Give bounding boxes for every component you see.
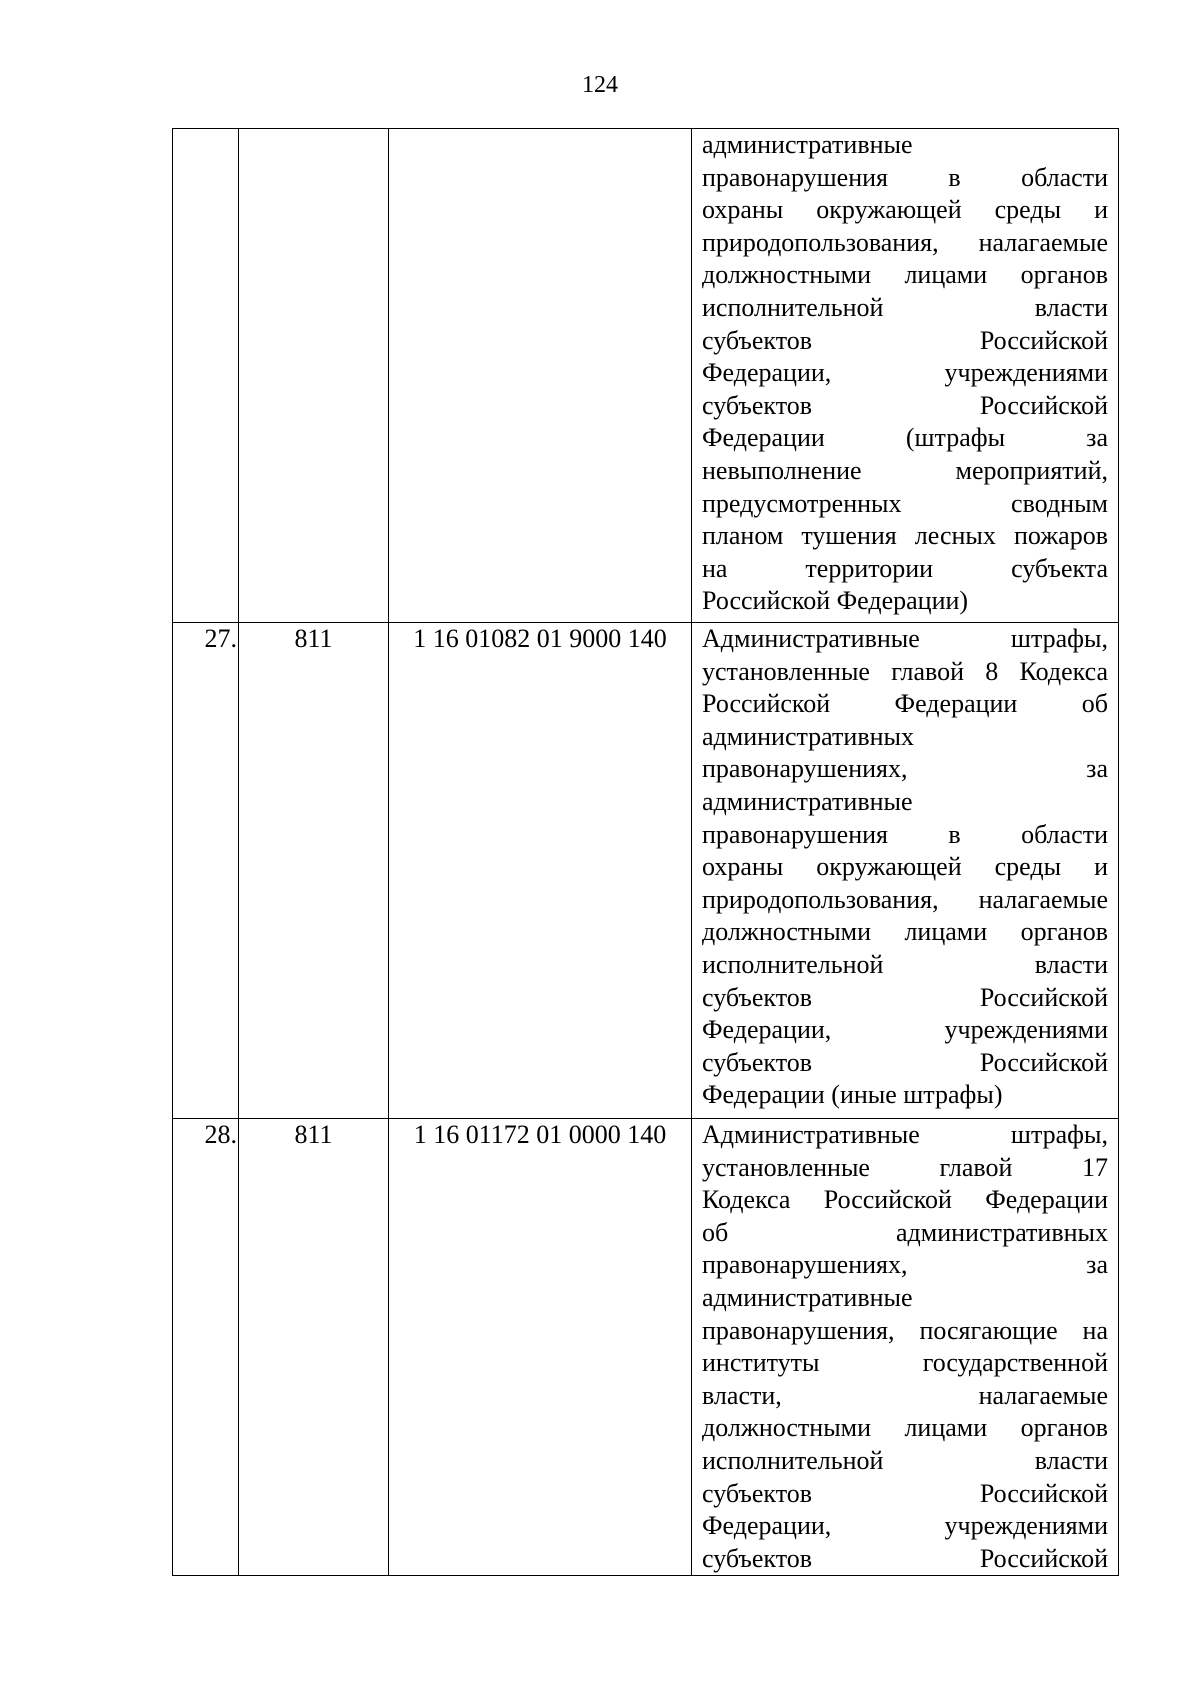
description-line: административные bbox=[702, 786, 913, 816]
kbk-code-cell bbox=[389, 129, 692, 623]
description-cell bbox=[692, 129, 1119, 623]
description-line: правонарушения в области bbox=[702, 819, 1108, 849]
description-line: Федерации (штрафы за bbox=[702, 423, 1108, 453]
description-line: административных bbox=[702, 721, 914, 751]
description-line: правонарушения, посягающие на bbox=[702, 1315, 1108, 1345]
description-line: на территории субъекта bbox=[702, 553, 1108, 583]
description-line: природопользования, налагаемые bbox=[702, 884, 1108, 914]
description-line: должностными лицами органов bbox=[702, 1413, 1108, 1443]
description-line: Федерации (иные штрафы) bbox=[702, 1080, 1003, 1110]
description-line: должностными лицами органов bbox=[702, 260, 1108, 290]
budget-codes-table bbox=[172, 128, 1119, 1576]
description-line: правонарушениях, за bbox=[702, 754, 1108, 784]
description-line: Российской Федерации) bbox=[702, 586, 969, 616]
description-line: правонарушения в области bbox=[702, 162, 1108, 192]
description-line: субъектов Российской bbox=[702, 390, 1108, 420]
kbk-code-cell: 1 16 01172 01 0000 140 bbox=[389, 1119, 692, 1576]
row-number-cell: 28. bbox=[173, 1119, 239, 1576]
description-line: институты государственной bbox=[702, 1348, 1108, 1378]
description-line: власти, налагаемые bbox=[702, 1380, 1108, 1410]
description-line: исполнительной власти bbox=[702, 292, 1108, 322]
description-line: Федерации, учреждениями bbox=[702, 1015, 1108, 1045]
description-line: исполнительной власти bbox=[702, 1445, 1108, 1475]
description-line: субъектов Российской bbox=[702, 325, 1108, 355]
description-line: установленные главой 17 bbox=[702, 1152, 1108, 1182]
description-line: об административных bbox=[702, 1217, 1108, 1247]
description-line: охраны окружающей среды и bbox=[702, 195, 1108, 225]
description-cell bbox=[692, 1119, 1119, 1576]
description-line: Федерации, учреждениями bbox=[702, 1511, 1108, 1541]
description-line: субъектов Российской bbox=[702, 1047, 1108, 1077]
description-line: Федерации, учреждениями bbox=[702, 358, 1108, 388]
description-line: исполнительной власти bbox=[702, 949, 1108, 979]
row-number-cell bbox=[173, 129, 239, 623]
description-line: охраны окружающей среды и bbox=[702, 852, 1108, 882]
table-row bbox=[173, 1119, 1119, 1576]
description-cell bbox=[692, 623, 1119, 1119]
description-line: административные bbox=[702, 1282, 913, 1312]
description-line: субъектов Российской bbox=[702, 982, 1108, 1012]
table-row bbox=[173, 623, 1119, 1119]
chapter-code-cell: 811 bbox=[239, 1119, 389, 1576]
description-line: субъектов Российской bbox=[702, 1543, 1108, 1573]
description-line: субъектов Российской bbox=[702, 1478, 1108, 1508]
description-line: Административные штрафы, bbox=[702, 1120, 1108, 1149]
description-line: установленные главой 8 Кодекса bbox=[702, 656, 1108, 686]
description-line: Российской Федерации об bbox=[702, 689, 1108, 719]
description-line: Административные штрафы, bbox=[702, 624, 1108, 653]
row-number-cell: 27. bbox=[173, 623, 239, 1119]
chapter-code-cell bbox=[239, 129, 389, 623]
description-line: предусмотренных сводным bbox=[702, 488, 1108, 518]
description-line: административные bbox=[702, 130, 913, 159]
kbk-code-cell: 1 16 01082 01 9000 140 bbox=[389, 623, 692, 1119]
table-row bbox=[173, 129, 1119, 623]
description-line: должностными лицами органов bbox=[702, 917, 1108, 947]
description-line: Кодекса Российской Федерации bbox=[702, 1185, 1108, 1215]
chapter-code-cell: 811 bbox=[239, 623, 389, 1119]
page-number: 124 bbox=[582, 72, 618, 98]
description-line: невыполнение мероприятий, bbox=[702, 455, 1108, 485]
description-line: планом тушения лесных пожаров bbox=[702, 521, 1108, 551]
description-line: правонарушениях, за bbox=[702, 1250, 1108, 1280]
description-line: природопользования, налагаемые bbox=[702, 227, 1108, 257]
